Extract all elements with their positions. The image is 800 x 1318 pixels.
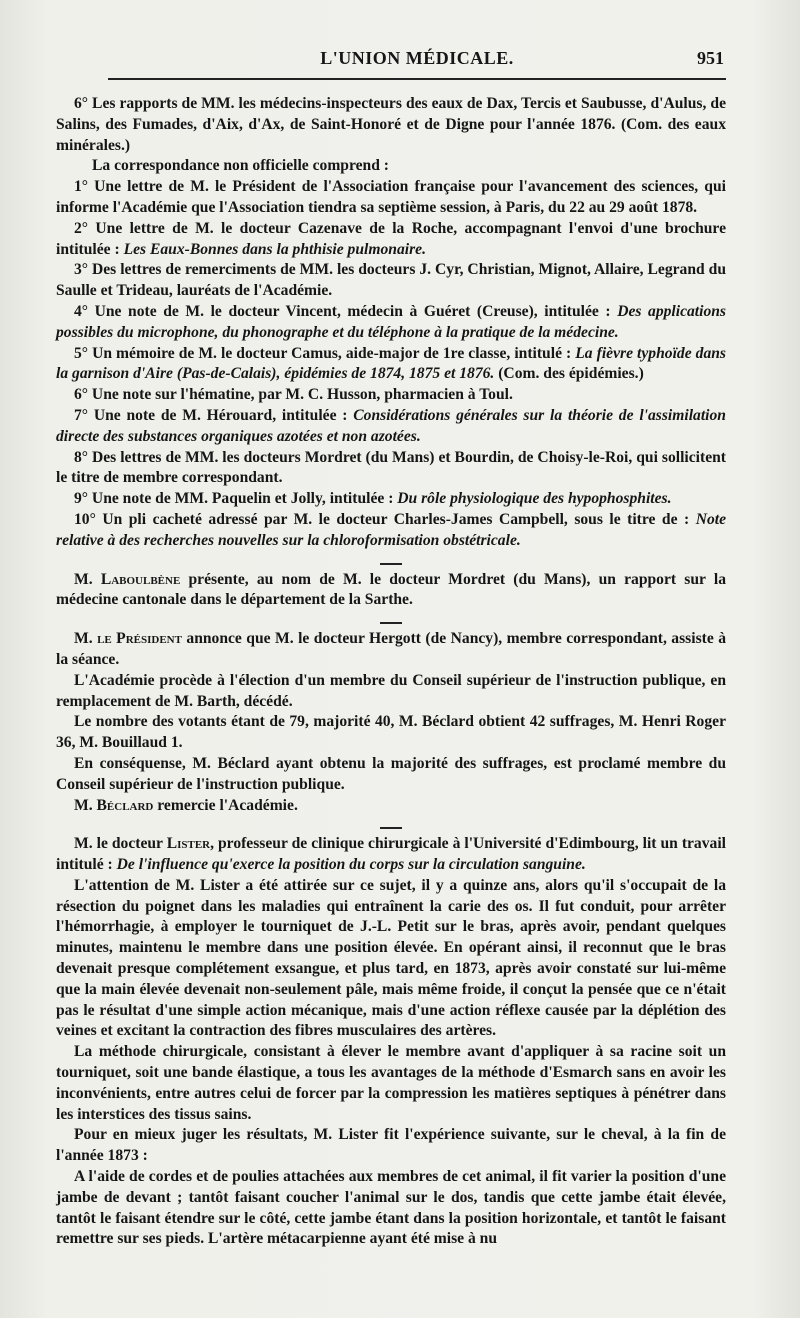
paragraph: Pour en mieux juger les résultats, M. Lister fit l'expérience suivante, sur le cheval, à la fin de l'année 1873 : [56,1126,726,1165]
speaker-name: Laboulbène [100,570,181,588]
italic-title: Les Eaux-Bonnes dans la phthisie pulmonaire. [123,240,426,258]
section-separator [56,818,726,831]
italic-title: De l'influence qu'exerce la position du corps sur la circulation sanguine. [116,856,586,874]
paragraph: 6° Une note sur l'hématine, par M. C. Husson, pharmacien à Toul. [74,386,513,404]
paragraph: 6° Les rapports de MM. les médecins-inspecteurs des eaux de Dax, Tercis et Saubusse, d'Aulus, de Salins, des Fumades, d'Aix, d'Ax, de Saint-Honoré et de Digne pour l'année 1876. (Com. des eaux minérales.) [56,95,726,154]
paragraph [56,834,726,876]
paragraph [56,344,726,386]
paragraph: La méthode chirurgicale, consistant à élever le membre avant d'appliquer à sa racine soit un tourniquet, soit une bande élastique, a tous les avantages de la méthode d'Esmarch sans en avoir les inconvénients, entre autres celui de forcer par la compression les matières septiques à pénétrer dans les interstices des tissus sains. [56,1043,726,1123]
paragraph: En conséquense, M. Béclard ayant obtenu la majorité des suffrages, est proclamé membre du Conseil supérieur de l'instruction publique. [56,754,726,793]
text-run: 2° Une lettre de M. le docteur Cazenave de la Roche, accompagnant l'envoi d'une brochure intitulée : [56,219,726,258]
text-run: annonce que M. le docteur Hergott (de Nancy), membre correspondant, assiste à la séance. [56,630,726,668]
paragraph: Le nombre des votants étant de 79, majorité 40, M. Béclard obtient 42 suffrages, M. Henri Roger 36, M. Bouillaud 1. [56,713,726,752]
running-title: L'UNION MÉDICALE. [320,48,514,68]
paragraph [56,629,726,671]
italic-title: La fièvre typhoïde dans la garnison d'Aire (Pas-de-Calais), épidémies de 1874, 1875 et 1876. [56,344,726,383]
text-run: 10° Un pli cacheté adressé par M. le docteur Charles-James Campbell, sous le titre de : [74,510,696,528]
paragraph [56,570,726,612]
paragraph [56,302,726,344]
italic-title: Note relative à des recherches nouvelles sur la chloroformisation obstétricale. [56,510,726,549]
speaker-name: Lister [166,835,211,853]
paragraph [56,796,726,817]
paragraph [56,219,726,261]
paragraph: L'attention de M. Lister a été attirée sur ce sujet, il y a quinze ans, alors qu'il s'occupait de la résection du poignet dans les maladies qui entraînent la carie des os. Il fut conduit, pour arrêter l'hémorrhagie, à employer le tourniquet de J.-L. Petit sur le bras, après avoir, pendant quelques minutes, maintenu le membre dans une position élevée. En opérant ainsi, il reconnut que le bras devenait presque complétement exsangue, et plus tard, en 1873, après avoir constaté sur lui-même que la main élevée devenait non-seulement pâle, mais même froide, il conçut la pensée que ce n'était pas le résultat d'une simple action mécanique, mais d'une action réflexe causée par la déplétion des veines et excitant la contraction des fibres musculaires des artères. [56,876,726,1040]
text-run: remercie l'Académie. [153,796,298,814]
italic-title: Considérations générales sur la théorie de l'assimilation directe des substances organiques azotées et non azotées. [56,406,726,445]
speaker-name: Béclard [96,796,154,814]
text-run: présente, au nom de M. le docteur Mordret (du Mans), un rapport sur la médecine cantonale dans le département de la Sarthe. [56,570,726,609]
section-separator [56,613,726,626]
paragraph: 3° Des lettres de remerciments de MM. les docteurs J. Cyr, Christian, Mignot, Allaire, Legrand du Saulle et Trideau, lauréats de l'Académie. [56,261,726,300]
text-run: M. le docteur [74,835,167,853]
paragraph: 8° Des lettres de MM. les docteurs Mordret (du Mans) et Bourdin, de Choisy-le-Roi, qui sollicitent le titre de membre correspondant. [56,448,726,487]
paragraph [56,406,726,448]
text-run: , professeur de clinique chirurgicale à l'Université d'Edimbourg, lit un travail intitulé : [56,835,726,874]
page-number: 951 [697,48,724,68]
text-run: 5° Un mémoire de M. le docteur Camus, aide-major de 1re classe, intitulé : [74,344,576,362]
text-run: 4° Une note de M. le docteur Vincent, médecin à Guéret (Creuse), intitulée : [74,302,618,320]
paragraph: L'Académie procède à l'élection d'un membre du Conseil supérieur de l'instruction publique, en remplacement de M. Barth, décédé. [56,671,726,710]
paragraph: 1° Une lettre de M. le Président de l'Association française pour l'avancement des sciences, qui informe l'Académie que l'Association tiendra sa septième session, à Paris, du 22 au 29 août 1878. [56,178,726,216]
text-run: 9° Une note de MM. Paquelin et Jolly, intitulée : [74,490,398,508]
paragraph [56,489,726,510]
text-run: M. [74,570,101,588]
speaker-name: le Président [97,630,182,648]
paragraph [56,510,726,552]
italic-title: Du rôle physiologique des hypophosphites. [397,490,672,508]
page-header [108,44,726,80]
section-separator [56,554,726,567]
italic-title: Des applications possibles du microphone, du phonographe et du téléphone à la pratique de la médecine. [56,302,726,341]
text-run: 7° Une note de M. Hérouard, intitulée : [74,406,354,424]
text-run: M. [74,630,98,648]
text-run: (Com. des épidémies.) [494,365,644,383]
paragraph: A l'aide de cordes et de poulies attachées aux membres de cet animal, il fit varier la position d'une jambe de devant ; tantôt faisant coucher l'animal sur le dos, tandis que cette jambe était élevée, tantôt le faisant étendre sur le côté, cette jambe étant dans la position horizontale, et tantôt le faisant remettre sur ses pieds. L'artère métacarpienne ayant été mise à nu [56,1168,726,1248]
text-run: M. [74,796,97,814]
page-body [56,94,726,1250]
paragraph: La correspondance non officielle comprend : [92,157,389,175]
